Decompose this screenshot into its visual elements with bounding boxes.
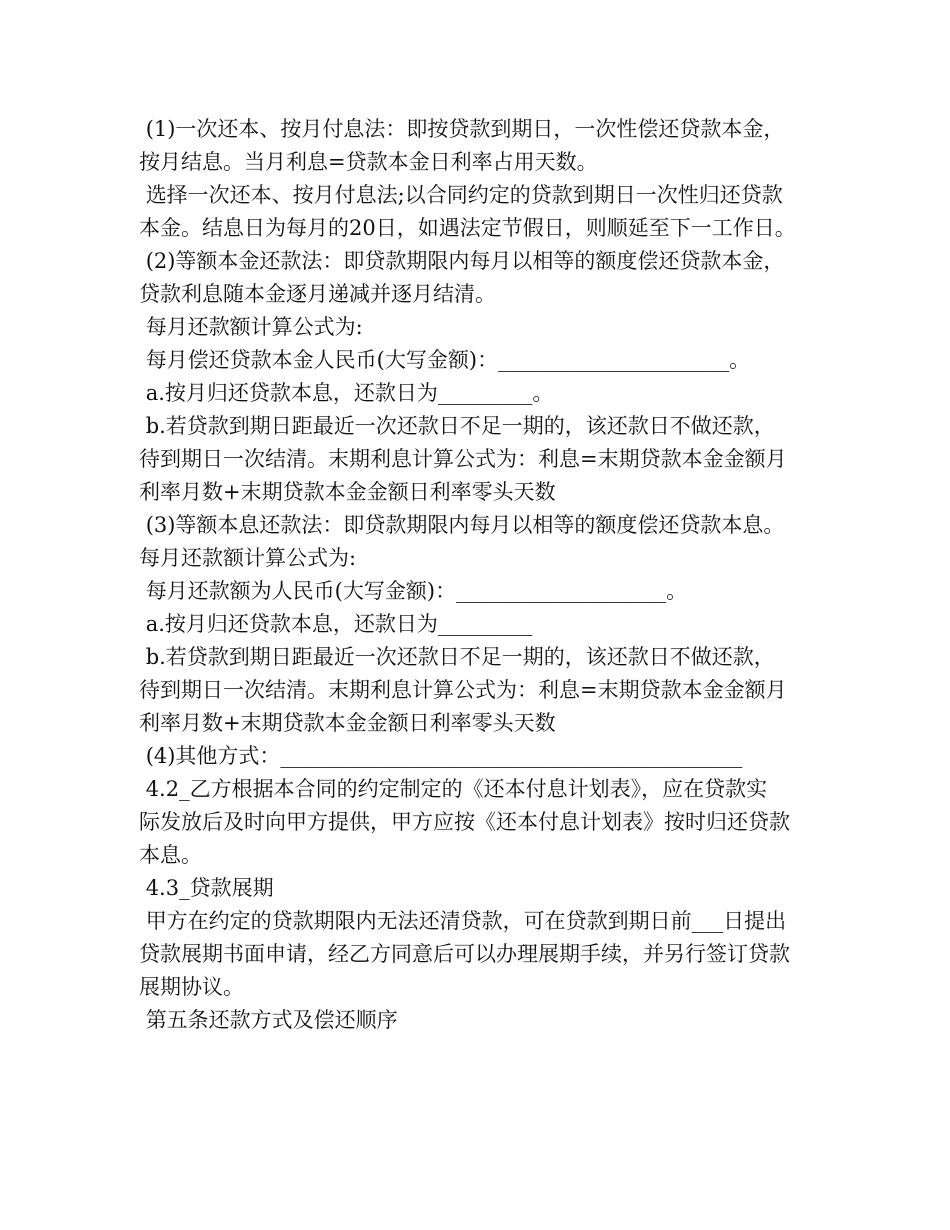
paragraph-repayment-day-1: a.按月归还贷款本息，还款日为_________。	[139, 381, 554, 405]
document-page	[139, 113, 819, 1037]
paragraph-repayment-day-2: a.按月归还贷款本息，还款日为_________	[139, 612, 533, 636]
paragraph-article-5-heading: 第五条还款方式及偿还顺序	[139, 1008, 398, 1032]
paragraph-extension: 甲方在约定的贷款期限内无法还清贷款，可在贷款到期日前___日提出 贷款展期书面申请，经乙方同意后可以办理展期手续，并另行签订贷款 展期协议。	[139, 909, 790, 999]
paragraph-repayment-method-4: (4)其他方式：____________________________________________	[139, 744, 743, 768]
paragraph-final-interest-1: b.若贷款到期日距最近一次还款日不足一期的，该还款日不做还款， 待到期日一次结清。末期利息计算公式为：利息=末期贷款本金金额月 利率月数+末期贷款本金金额日利率零头天数	[139, 414, 787, 504]
paragraph-monthly-principal: 每月偿还贷款本金人民币(大写金额)：______________________。	[139, 348, 751, 372]
paragraph-method-1-selection: 选择一次还本、按月付息法;以合同约定的贷款到期日一次性归还贷款 本金。结息日为每月的20日，如遇法定节假日，则顺延至下一工作日。	[139, 183, 796, 240]
paragraph-monthly-amount: 每月还款额为人民币(大写金额)：____________________。	[139, 579, 688, 603]
paragraph-repayment-method-1: (1)一次还本、按月付息法：即按贷款到期日，一次性偿还贷款本金， 按月结息。当月利息=贷款本金日利率占用天数。	[139, 117, 785, 174]
paragraph-repayment-method-2: (2)等额本金还款法：即贷款期限内每月以相等的额度偿还贷款本金， 贷款利息随本金逐月递减并逐月结清。	[139, 249, 785, 306]
paragraph-formula-heading-1: 每月还款额计算公式为:	[139, 315, 363, 339]
paragraph-repayment-method-3: (3)等额本息还款法：即贷款期限内每月以相等的额度偿还贷款本息。 每月还款额计算公式为:	[139, 513, 785, 570]
paragraph-clause-4-2: 4.2_乙方根据本合同的约定制定的《还本付息计划表》，应在贷款实 际发放后及时向甲方提供，甲方应按《还本付息计划表》按时归还贷款 本息。	[139, 777, 790, 867]
paragraph-final-interest-2: b.若贷款到期日距最近一次还款日不足一期的，该还款日不做还款， 待到期日一次结清。末期利息计算公式为：利息=末期贷款本金金额月 利率月数+末期贷款本金金额日利率零头天数	[139, 645, 787, 735]
paragraph-clause-4-3-heading: 4.3_贷款展期	[139, 876, 274, 900]
